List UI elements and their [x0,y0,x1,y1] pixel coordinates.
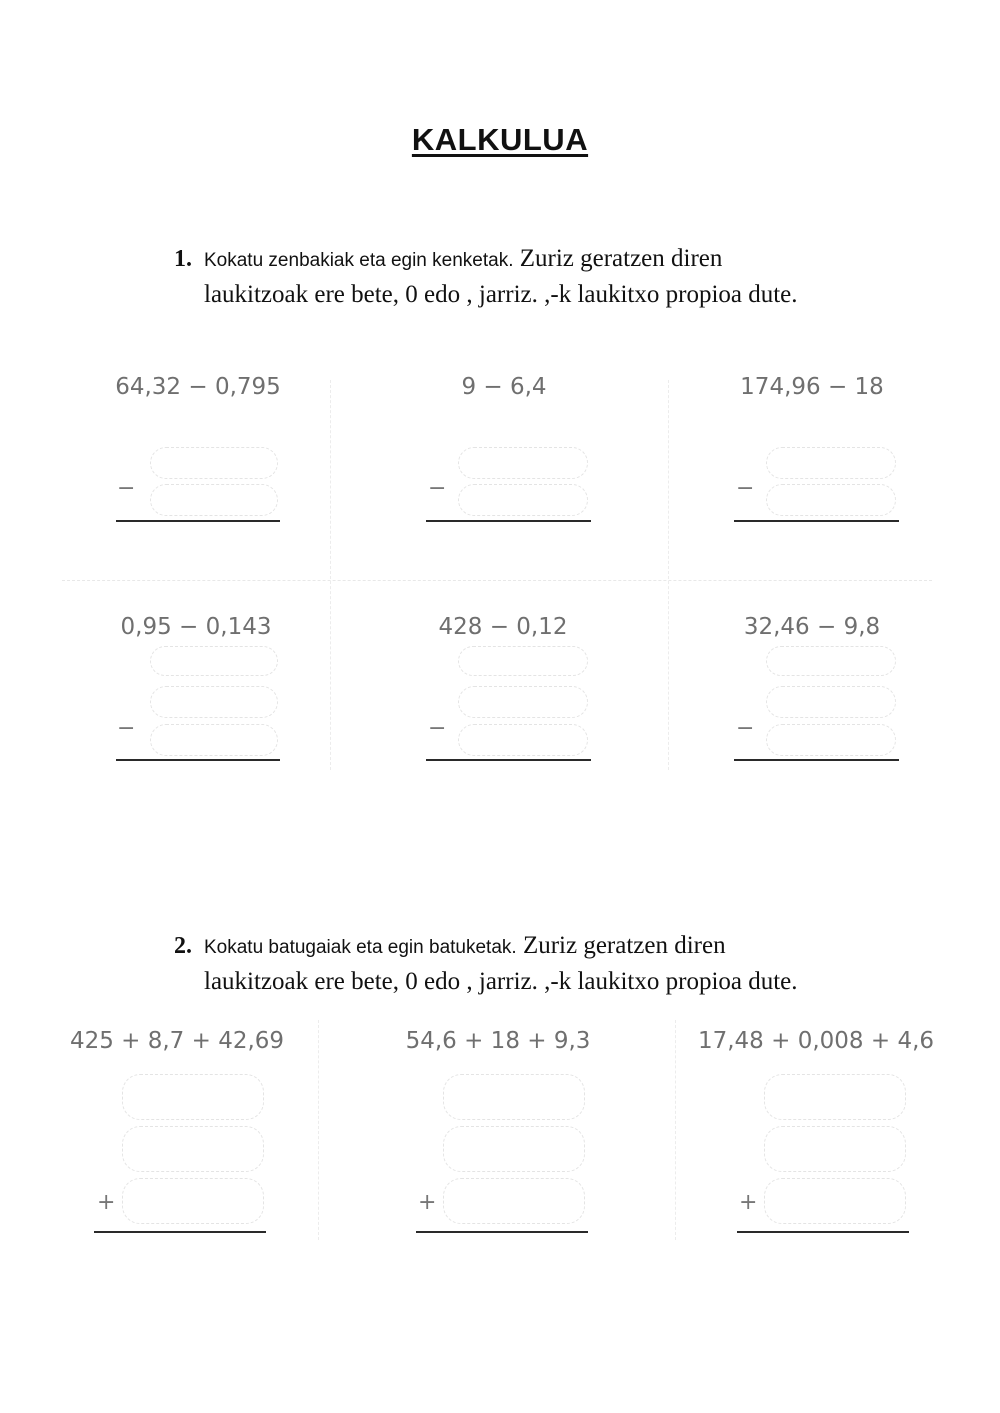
answer-slot[interactable] [766,686,896,718]
subtraction-problem: 9 − 6,4 [461,374,547,400]
exercise-1-number: 1. [174,246,192,272]
answer-slot[interactable] [150,484,278,516]
minus-sign: − [428,476,447,501]
answer-slot[interactable] [150,646,278,676]
answer-slot[interactable] [458,447,588,479]
addition-problem: 54,6 + 18 + 9,3 [405,1028,591,1054]
answer-slot[interactable] [122,1074,264,1120]
exercise-2-number: 2. [174,933,192,959]
exercise-1-instructions [174,242,934,312]
answer-slot[interactable] [458,724,588,756]
result-line [416,1231,588,1233]
column-divider [668,380,669,770]
exercise-2-line2: laukitzoak ere bete, 0 edo , jarriz. ,-k laukitxo propioa dute. [204,968,798,995]
row-divider [62,580,932,581]
answer-slot[interactable] [122,1178,264,1224]
answer-slot[interactable] [458,686,588,718]
answer-slot[interactable] [150,724,278,756]
answer-slot[interactable] [443,1178,585,1224]
answer-slot[interactable] [764,1074,906,1120]
answer-slot[interactable] [150,447,278,479]
minus-sign: − [736,716,755,741]
page-title: KALKULUA [411,122,589,157]
result-line [737,1231,909,1233]
answer-slot[interactable] [122,1126,264,1172]
exercise-2-lead: Kokatu batugaiak eta egin batuketak. [204,937,517,958]
exercise-1-lead: Kokatu zenbakiak eta egin kenketak. [204,250,514,271]
answer-slot[interactable] [766,724,896,756]
answer-slot[interactable] [764,1178,906,1224]
column-divider [318,1020,319,1240]
exercise-2-rest: Zuriz geratzen diren [516,932,726,959]
exercise-1-line2: laukitzoak ere bete, 0 edo , jarriz. ,-k laukitxo propioa dute. [204,281,798,308]
result-line [116,759,280,761]
subtraction-problem: 428 − 0,12 [438,614,568,640]
plus-sign: + [739,1190,758,1215]
subtraction-problem: 174,96 − 18 [740,374,884,400]
exercise-1-rest: Zuriz geratzen diren [513,245,723,272]
answer-slot[interactable] [150,686,278,718]
answer-slot[interactable] [458,484,588,516]
result-line [734,759,899,761]
result-line [426,759,591,761]
answer-slot[interactable] [766,484,896,516]
subtraction-problem: 32,46 − 9,8 [743,614,881,640]
answer-slot[interactable] [766,447,896,479]
result-line [734,520,899,522]
addition-problem: 425 + 8,7 + 42,69 [69,1028,285,1054]
column-divider [330,380,331,770]
plus-sign: + [418,1190,437,1215]
answer-slot[interactable] [766,646,896,676]
column-divider [675,1020,676,1240]
answer-slot[interactable] [458,646,588,676]
minus-sign: − [117,476,136,501]
plus-sign: + [97,1190,116,1215]
subtraction-problem: 64,32 − 0,795 [115,374,281,400]
result-line [94,1231,266,1233]
exercise-2-instructions [174,929,934,999]
answer-slot[interactable] [443,1074,585,1120]
answer-slot[interactable] [443,1126,585,1172]
result-line [426,520,591,522]
subtraction-problem: 0,95 − 0,143 [120,614,272,640]
result-line [116,520,280,522]
minus-sign: − [117,716,136,741]
answer-slot[interactable] [764,1126,906,1172]
addition-problem: 17,48 + 0,008 + 4,6 [697,1028,935,1054]
minus-sign: − [428,716,447,741]
minus-sign: − [736,476,755,501]
